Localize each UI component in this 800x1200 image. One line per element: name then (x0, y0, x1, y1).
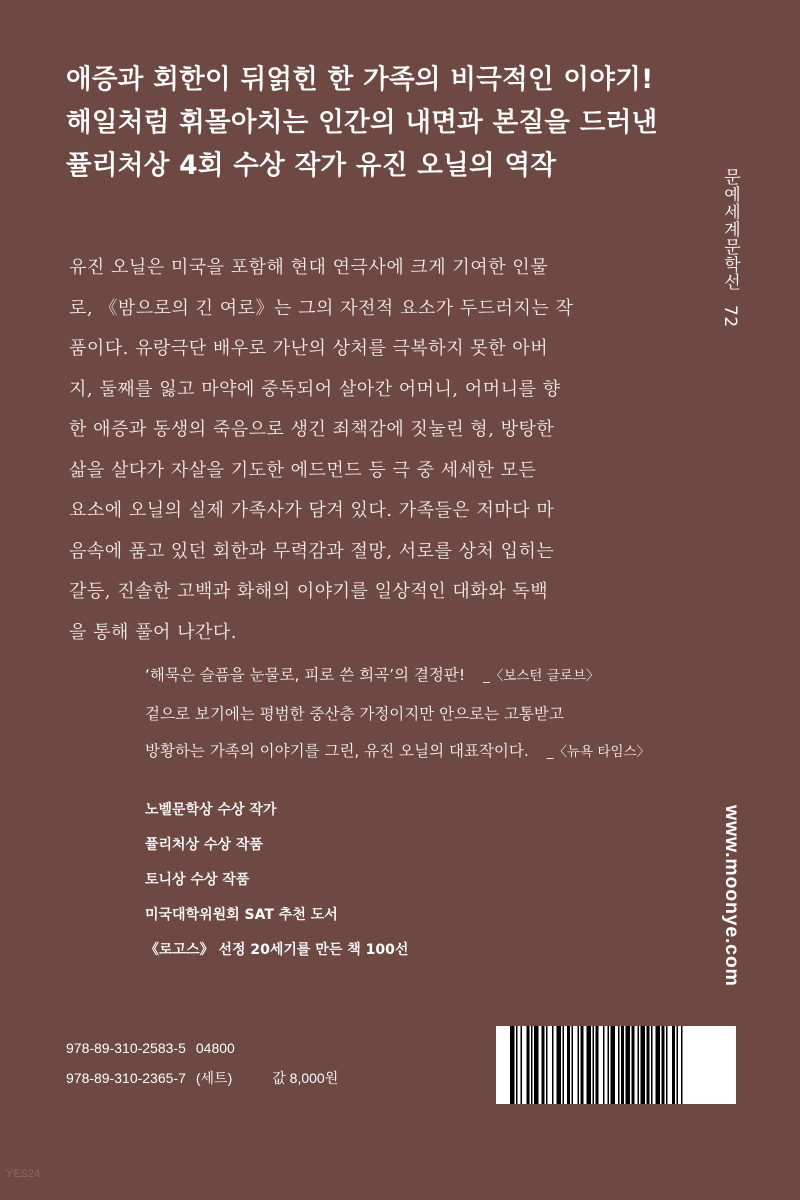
barcode-bar (581, 1026, 584, 1104)
headline-line-1: 애증과 회한이 뒤얽힌 한 가족의 비극적인 이야기! (66, 64, 654, 95)
quote-2-line-1: 겉으로 보기에는 평범한 중산층 가정이지만 안으로는 고통받고 (145, 704, 564, 723)
description-paragraph (69, 248, 669, 653)
quote-2-line-2 (145, 733, 705, 772)
barcode-bar (587, 1026, 592, 1104)
quote-2-text: 방황하는 가족의 이야기를 그린, 유진 오닐의 대표작이다. (145, 742, 529, 760)
isbn-set-label: (세트) (195, 1070, 233, 1086)
series-label (718, 168, 743, 327)
description-line: 한 애증과 동생의 죽음으로 생긴 죄책감에 짓눌린 형, 방탕한 (69, 419, 555, 440)
headline-line-2: 해일처럼 휘몰아치는 인간의 내면과 본질을 드러낸 (66, 107, 658, 138)
isbn-number: 978-89-310-2583-5 (66, 1040, 186, 1056)
barcode-bar (672, 1026, 675, 1104)
barcode-bar (531, 1026, 533, 1104)
award-item: 미국대학위원회 SAT 추천 도서 (145, 907, 338, 923)
barcode-bar (608, 1026, 610, 1104)
description-line: 지, 둘째를 잃고 마약에 중독되어 살아간 어머니, 어머니를 향 (69, 378, 561, 400)
barcode-bar (593, 1026, 595, 1104)
barcode-bar (632, 1026, 635, 1104)
series-name: 문예세계문학선 (720, 168, 740, 291)
review-quotes (145, 657, 705, 772)
barcode-bar (510, 1026, 515, 1104)
headline-line-3: 퓰리처상 4회 수상 작가 유진 오닐의 역작 (66, 150, 557, 181)
series-number: 72 (720, 304, 740, 328)
barcode-bar (611, 1026, 616, 1104)
barcode-bar (578, 1026, 580, 1104)
quote-2-source: _〈뉴욕 타임스〉 (546, 744, 651, 760)
award-item: 《로고스》 선정 20세기를 만든 책 100선 (145, 942, 409, 958)
barcode-bar (677, 1026, 679, 1104)
barcode-bar (621, 1026, 624, 1104)
barcode-bar (603, 1026, 605, 1104)
barcode-bar (618, 1026, 620, 1104)
description-line: 을 통해 풀어 나간다. (69, 621, 237, 643)
quote-1-source: _〈보스턴 글로브〉 (483, 668, 600, 684)
price: 값 8,000원 (272, 1070, 339, 1086)
barcode-bar (596, 1026, 599, 1104)
quote-1 (145, 657, 705, 696)
barcode-bar (638, 1026, 640, 1104)
isbn-line-1 (66, 1033, 338, 1063)
award-item: 노벨문학상 수상 작가 (145, 802, 277, 818)
watermark-logo: YES24 (6, 1168, 41, 1180)
barcode-bar (651, 1026, 653, 1104)
barcode-bars (508, 1026, 724, 1104)
award-item: 퓰리처상 수상 작품 (145, 837, 263, 853)
quote-1-text: ‘해묵은 슬픔을 눈물로, 피로 쓴 희곡’의 결정판! (145, 666, 466, 684)
barcode-bar (516, 1026, 518, 1104)
description-line: 삶을 살다가 자살을 기도한 에드먼드 등 극 중 세세한 모든 (69, 459, 537, 481)
barcode-bar (626, 1026, 631, 1104)
barcode-bar (557, 1026, 562, 1104)
isbn-addon-code: 04800 (195, 1040, 235, 1056)
barcode-bar (647, 1026, 650, 1104)
barcode-bar (567, 1026, 570, 1104)
barcode-bar (552, 1026, 554, 1104)
barcode-bar (546, 1026, 548, 1104)
description-line: 유진 오닐은 미국을 포함해 현대 연극사에 크게 기여한 인물 (69, 257, 549, 278)
barcode-bar (572, 1026, 574, 1104)
description-line: 음속에 품고 있던 회한과 무력감과 절망, 서로를 상처 입히는 (69, 540, 555, 562)
barcode-bar (542, 1026, 545, 1104)
description-line: 품이다. 유랑극단 배우로 가난의 상처를 극복하지 못한 아버 (69, 338, 549, 359)
description-line: 갈등, 진솔한 고백과 화해의 이야기를 일상적인 대화와 독백 (69, 581, 549, 602)
description-line: 로, 《밤으로의 긴 여로》는 그의 자전적 요소가 두드러지는 작 (69, 297, 574, 319)
barcode-bar (641, 1026, 646, 1104)
publisher-website: www.moonye.com (721, 805, 743, 987)
isbn-line-2 (66, 1063, 338, 1093)
barcode-bar (666, 1026, 668, 1104)
award-item: 토니상 수상 작품 (145, 872, 250, 888)
awards-list (145, 793, 565, 968)
barcode-bar (681, 1026, 683, 1104)
barcode-bar (534, 1026, 539, 1104)
barcode-bar (563, 1026, 565, 1104)
description-line: 요소에 오닐의 실제 가족사가 담겨 있다. 가족들은 저마다 마 (69, 500, 555, 521)
barcode-bar (662, 1026, 665, 1104)
isbn-block (66, 1033, 338, 1093)
barcode-bar (521, 1026, 523, 1104)
headline-block (66, 58, 686, 187)
barcode-bar (527, 1026, 530, 1104)
isbn-set-number: 978-89-310-2365-7 (66, 1070, 186, 1086)
barcode (496, 1026, 736, 1104)
barcode-bar (656, 1026, 661, 1104)
